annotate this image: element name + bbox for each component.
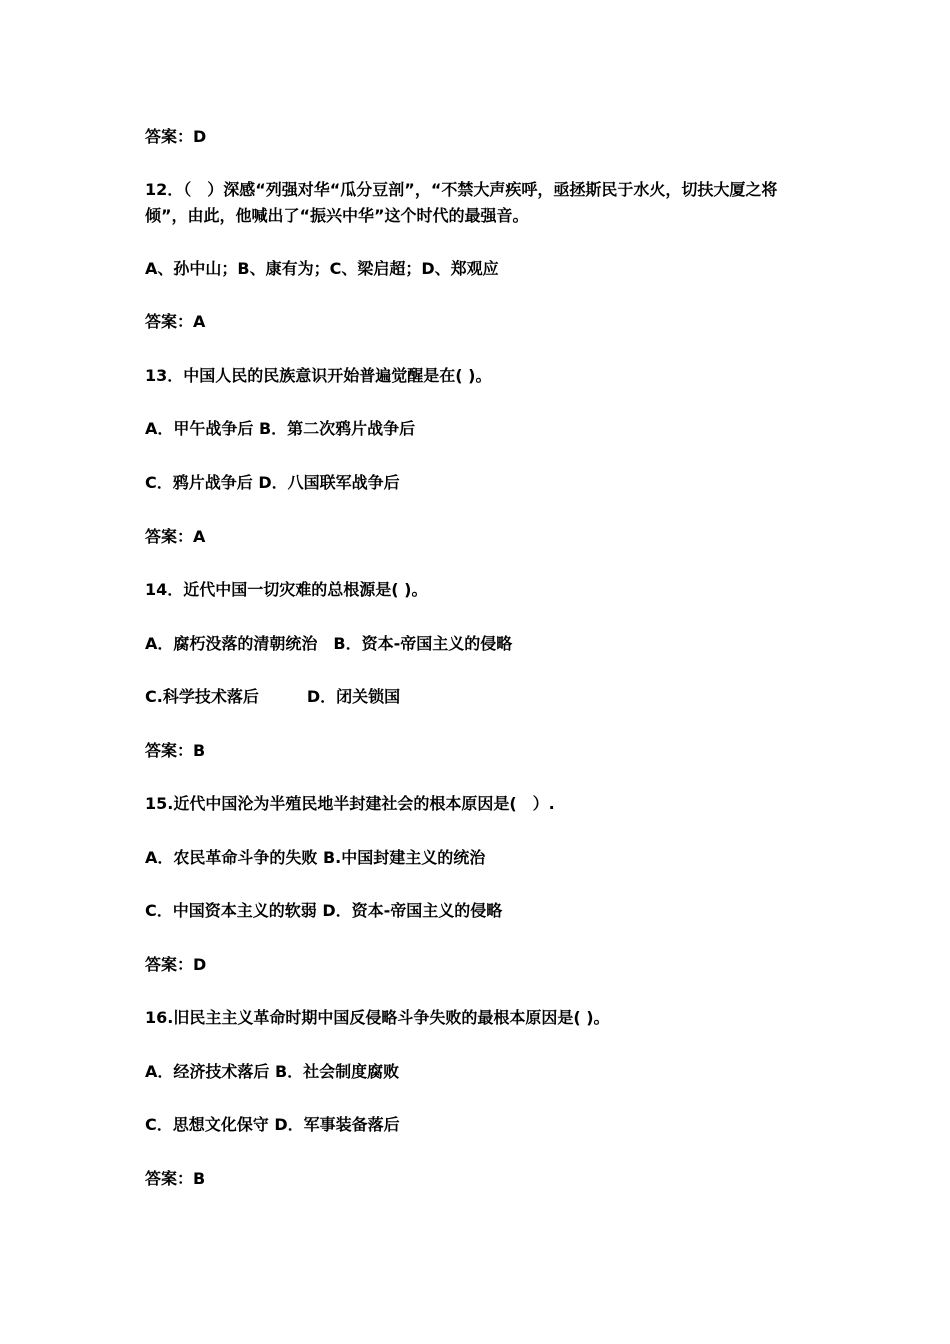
options-line: C.科学技术落后 D．闭关锁国 xyxy=(145,687,401,706)
question-14: 14．近代中国一切灾难的总根源是( )。 xyxy=(145,580,428,599)
answer-line: 答案：A xyxy=(145,312,206,331)
options-line: C．鸦片战争后 D．八国联军战争后 xyxy=(145,473,400,492)
question-12: 12．（ ）深感“列强对华“瓜分豆剖”，“不禁大声疾呼，亟拯斯民于水火，切扶大厦之将倾”，由此，他喊出了“振兴中华”这个时代的最强音。 xyxy=(145,180,778,225)
question-13: 13．中国人民的民族意识开始普遍觉醒是在( )。 xyxy=(145,366,492,385)
options-line: C．思想文化保守 D．军事装备落后 xyxy=(145,1115,400,1134)
question-15: 15.近代中国沦为半殖民地半封建社会的根本原因是( ）. xyxy=(145,794,555,813)
question-16: 16.旧民主主义革命时期中国反侵略斗争失败的最根本原因是( )。 xyxy=(145,1008,610,1027)
options-line: A．腐朽没落的清朝统治 B．资本-帝国主义的侵略 xyxy=(145,634,513,653)
options-line: A．甲午战争后 B．第二次鸦片战争后 xyxy=(145,419,416,438)
answer-line: 答案：D xyxy=(145,127,207,146)
options-line: C．中国资本主义的软弱 D．资本-帝国主义的侵略 xyxy=(145,901,503,920)
answer-line: 答案：B xyxy=(145,1169,206,1188)
options-line: A．经济技术落后 B．社会制度腐败 xyxy=(145,1062,400,1081)
options-line: A、孙中山；B、康有为；C、梁启超；D、郑观应 xyxy=(145,259,499,278)
answer-line: 答案：A xyxy=(145,527,206,546)
options-line: A．农民革命斗争的失败 B.中国封建主义的统治 xyxy=(145,848,486,867)
answer-line: 答案：D xyxy=(145,955,207,974)
answer-line: 答案：B xyxy=(145,741,206,760)
